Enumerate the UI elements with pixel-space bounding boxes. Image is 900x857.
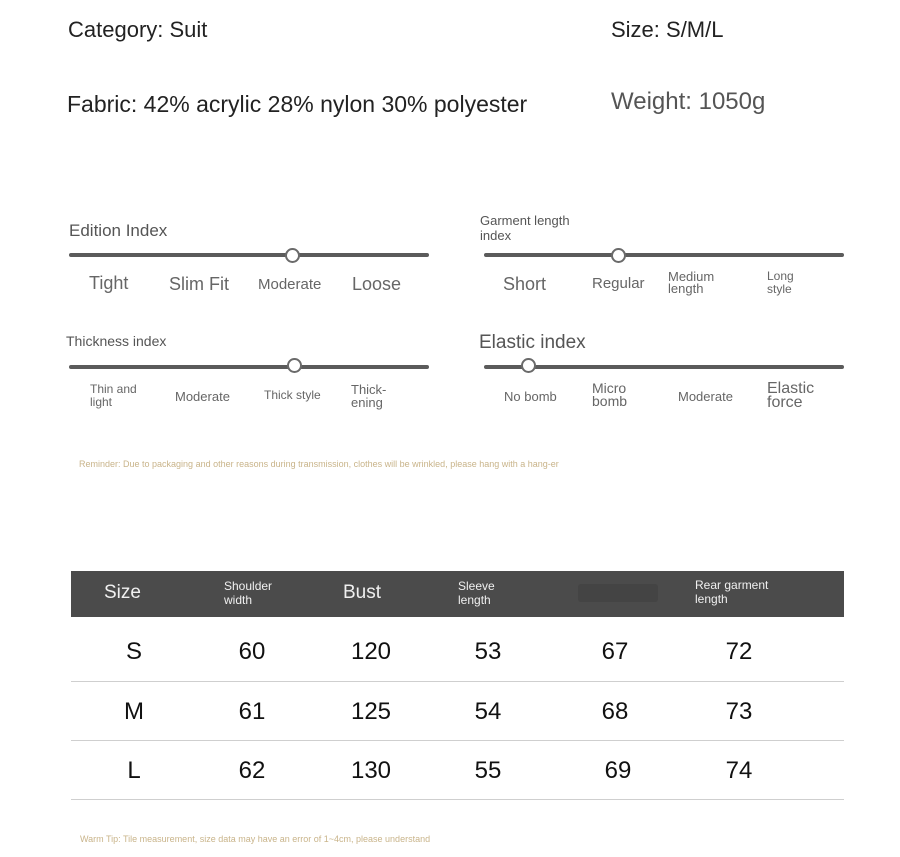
table-cell: 60 xyxy=(238,638,266,665)
table-cell: 55 xyxy=(474,757,502,784)
thickness-option-thickening: Thick-ening xyxy=(351,382,387,410)
thickness-option-thin-and-light: Thin and light xyxy=(90,382,137,409)
table-cell: S xyxy=(125,638,142,665)
table-cell: 72 xyxy=(725,638,753,665)
thickness-option-moderate: Moderate xyxy=(175,389,230,404)
garment-option-short: Short xyxy=(503,274,547,294)
elastic-option-elastic-force: Elastic force xyxy=(767,380,815,411)
header-blurred xyxy=(578,584,658,602)
table-cell: 130 xyxy=(350,757,392,784)
header-bust: Bust xyxy=(343,582,382,603)
elastic-option-moderate: Moderate xyxy=(678,389,733,404)
garment-length-index-title: Garment length index xyxy=(480,213,570,243)
table-cell: 54 xyxy=(474,698,502,725)
weight-label: Weight: 1050g xyxy=(611,88,766,115)
header-rear-garment-length: Rear garment length xyxy=(695,578,769,606)
garment-length-index-track xyxy=(484,253,844,257)
thickness-option-thick-style: Thick style xyxy=(264,388,321,402)
elastic-index-track xyxy=(484,365,844,369)
garment-option-medium-length: Medium length xyxy=(668,269,715,296)
edition-index-title: Edition Index xyxy=(69,221,168,240)
table-cell: 73 xyxy=(725,698,753,725)
table-cell: M xyxy=(124,698,144,725)
table-cell: 125 xyxy=(350,698,392,725)
header-sleeve-length: Sleeve length xyxy=(458,579,495,607)
size-label: Size: S/M/L xyxy=(611,17,724,42)
table-cell: 120 xyxy=(350,638,392,665)
table-cell: 69 xyxy=(604,757,632,784)
elastic-index-knob xyxy=(521,358,536,373)
garment-length-index-knob xyxy=(611,248,626,263)
elastic-index-title: Elastic index xyxy=(479,332,586,353)
reminder-text: Reminder: Due to packaging and other reasons during transmission, clothes will be wrinkled, please hang with a hang-er xyxy=(79,459,559,469)
row-divider xyxy=(71,740,844,741)
table-cell: 62 xyxy=(238,757,266,784)
fabric-label: Fabric: 42% acrylic 28% nylon 30% polyester xyxy=(67,91,528,117)
edition-option-slim-fit: Slim Fit xyxy=(169,274,229,294)
thickness-index-knob xyxy=(287,358,302,373)
header-size: Size xyxy=(104,582,141,603)
table-cell: 53 xyxy=(474,638,502,665)
table-cell: 74 xyxy=(725,757,753,784)
edition-index-knob xyxy=(285,248,300,263)
edition-option-moderate: Moderate xyxy=(258,276,322,293)
row-divider xyxy=(71,799,844,800)
edition-option-tight: Tight xyxy=(89,273,129,293)
table-cell: 61 xyxy=(238,698,266,725)
table-cell: L xyxy=(127,757,141,784)
thickness-index-track xyxy=(69,365,429,369)
edition-option-loose: Loose xyxy=(352,274,402,294)
thickness-index-title: Thickness index xyxy=(66,333,167,349)
table-cell: 68 xyxy=(601,698,629,725)
table-cell: 67 xyxy=(601,638,629,665)
row-divider xyxy=(71,681,844,682)
footer-tip: Warm Tip: Tile measurement, size data may have an error of 1~4cm, please understand xyxy=(80,834,431,844)
elastic-option-micro-bomb: Micro bomb xyxy=(592,380,628,409)
header-shoulder-width: Shoulder width xyxy=(224,579,273,607)
elastic-option-no-bomb: No bomb xyxy=(504,389,557,404)
garment-option-long-style: Long style xyxy=(767,269,794,296)
category-label: Category: Suit xyxy=(68,17,208,42)
garment-option-regular: Regular xyxy=(592,275,645,292)
edition-index-track xyxy=(69,253,429,257)
